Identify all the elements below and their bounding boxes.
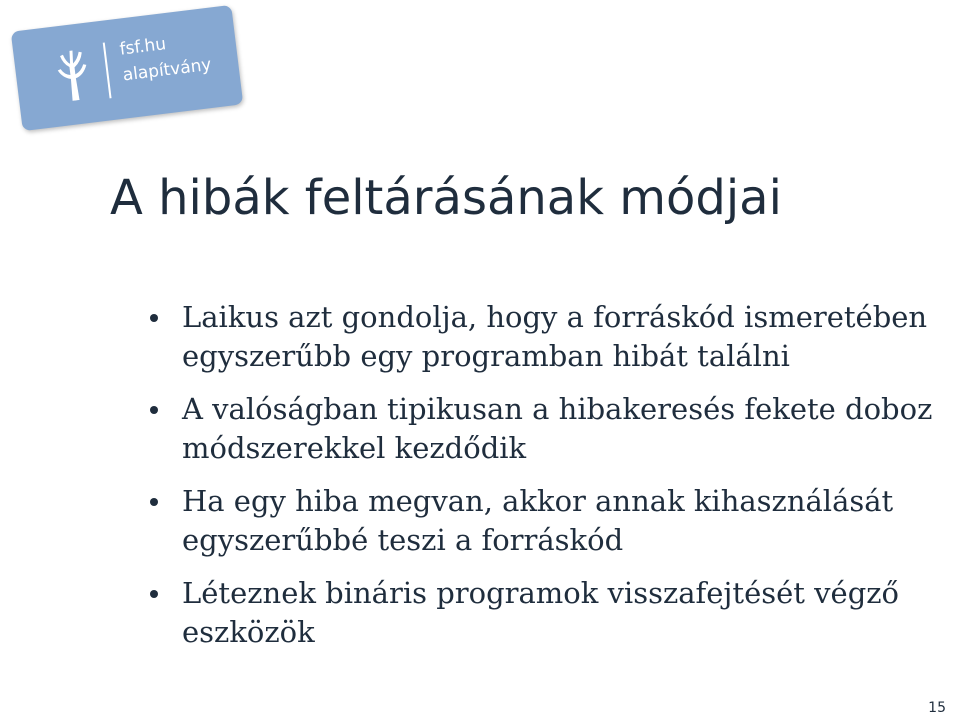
bullet-item [150,390,950,468]
bullet-dot-icon [150,590,158,598]
logo-line-2: alapítvány [121,54,213,86]
logo-line-1: fsf.hu [118,34,168,60]
logo-text [118,26,213,88]
bullet-text: Laikus azt gondolja, hogy a forráskód ismeretében egyszerűbb egy programban hibát találni [182,300,928,373]
bullet-item [150,574,950,652]
fsf-logo-card [11,5,244,131]
bullet-text: Ha egy hiba megvan, akkor annak kihasználását egyszerűbbé teszi a forráskód [182,484,894,557]
slide-title: A hibák feltárásának módjai [110,170,782,226]
bullet-item [150,482,950,560]
tree-icon [49,46,95,102]
bullet-dot-icon [150,498,158,506]
bullet-dot-icon [150,406,158,414]
bullet-text: A valóságban tipikusan a hibakeresés fekete doboz módszerekkel kezdődik [182,392,933,465]
bullet-item [150,298,950,376]
bullet-dot-icon [150,314,158,322]
bullet-list [150,298,950,666]
page-number: 15 [928,700,946,716]
logo-divider [103,43,112,99]
bullet-text: Léteznek bináris programok visszafejtését végző eszközök [182,576,899,649]
